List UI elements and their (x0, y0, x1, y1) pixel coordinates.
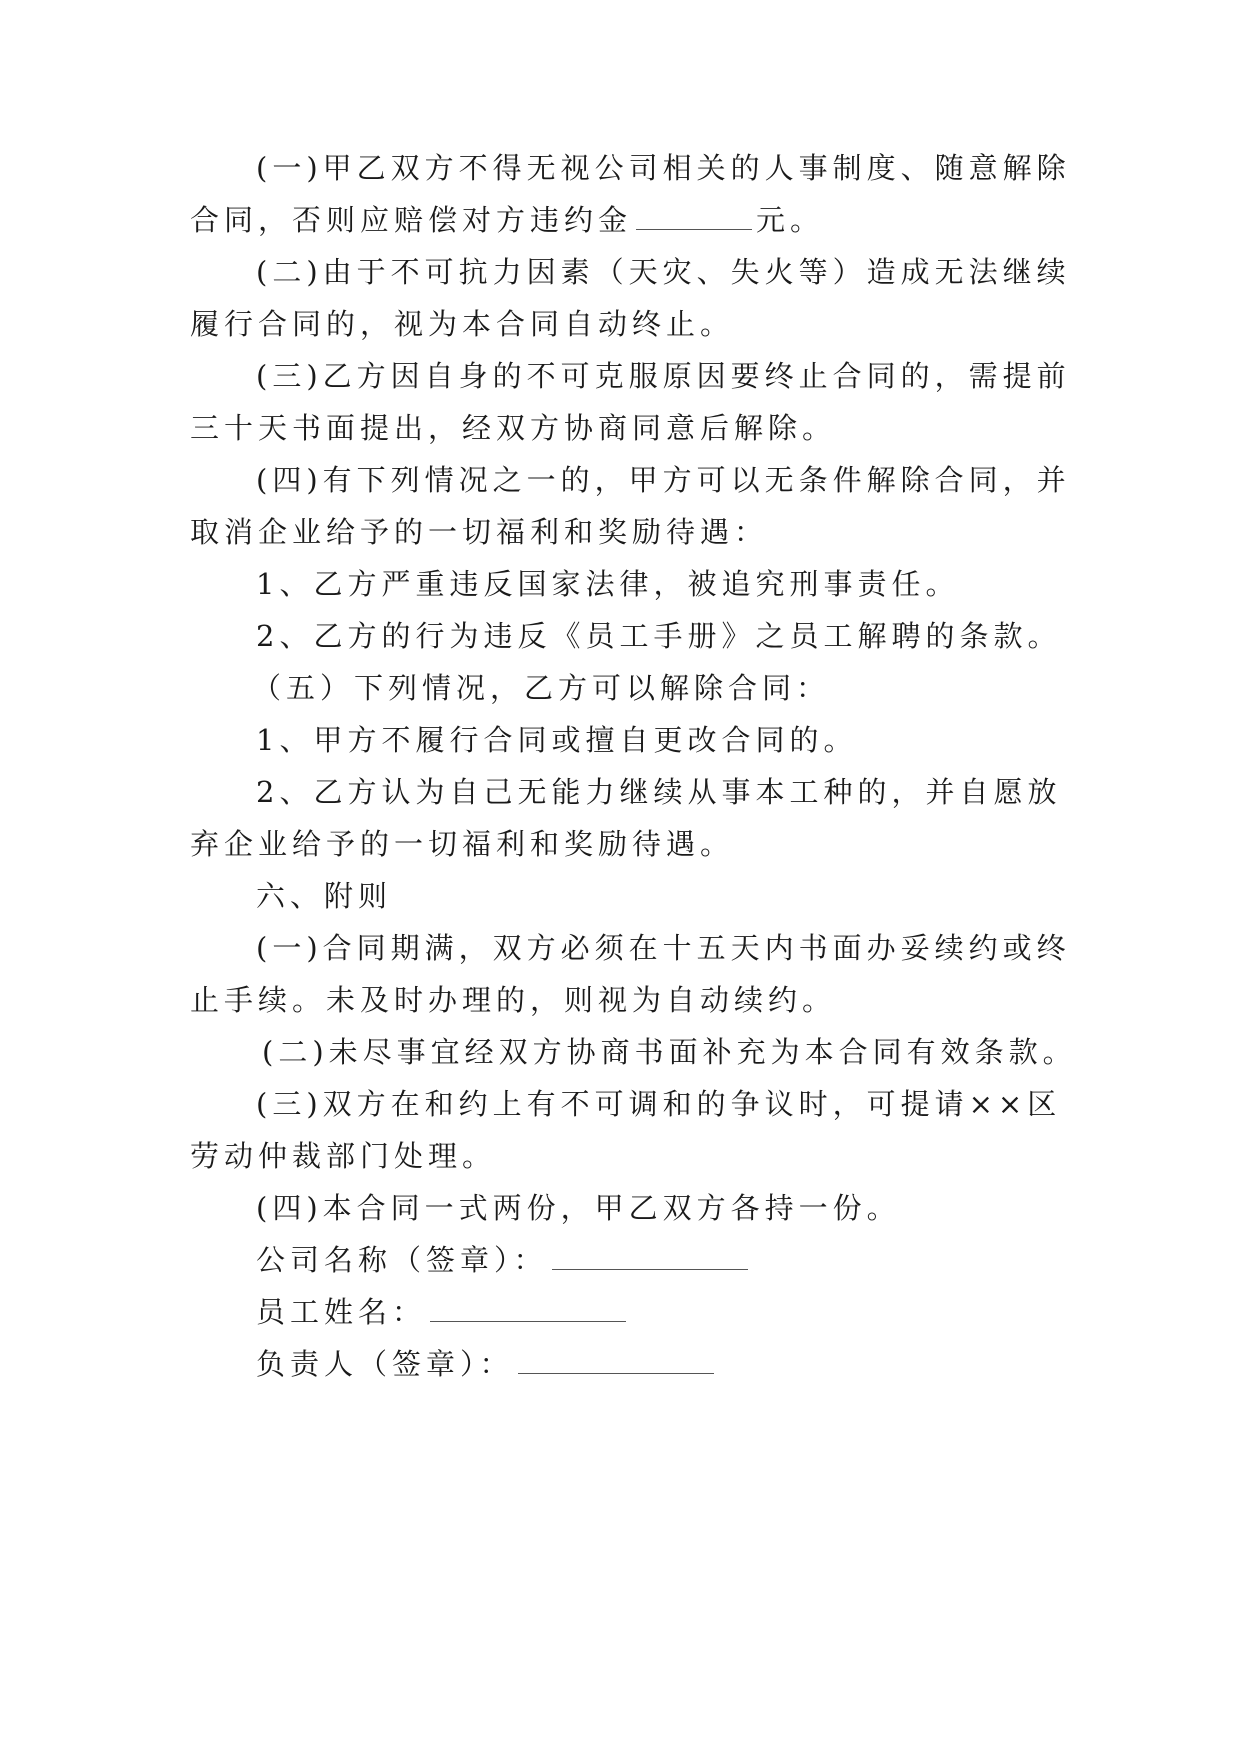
signature-employee-blank (430, 1295, 626, 1322)
signature-company-row (256, 1240, 1070, 1280)
text-segment: 合同，否则应赔偿对方违约金 (190, 203, 633, 237)
clause-termination-3-line1: (三)乙方因自身的不可克服原因要终止合同的，需提前 (256, 359, 1071, 393)
signature-employee-label: 员工姓名： (256, 1295, 427, 1329)
sub-item-4-1: 1、乙方严重违反国家法律，被追究刑事责任。 (256, 567, 960, 601)
clause-termination-4-line2: 取消企业给予的一切福利和奖励待遇： (190, 515, 769, 549)
clause-termination-5: （五）下列情况，乙方可以解除合同： (252, 671, 831, 705)
clause-termination-1-line1: (一)甲乙双方不得无视公司相关的人事制度、随意解除 (256, 151, 1071, 185)
clause-termination-2-line1: (二)由于不可抗力因素（天灾、失火等）造成无法继续 (256, 255, 1071, 289)
appendix-1-line1: (一)合同期满，双方必须在十五天内书面办妥续约或终 (256, 931, 1071, 965)
appendix-4: (四)本合同一式两份，甲乙双方各持一份。 (256, 1191, 901, 1225)
clause-termination-3-line2: 三十天书面提出，经双方协商同意后解除。 (190, 411, 837, 445)
sub-item-4-2: 2、乙方的行为违反《员工手册》之员工解聘的条款。 (256, 619, 1062, 653)
sub-item-5-1: 1、甲方不履行合同或擅自更改合同的。 (256, 723, 858, 757)
appendix-3-line2: 劳动仲裁部门处理。 (190, 1139, 497, 1173)
signature-employee-row (256, 1292, 1070, 1332)
penalty-amount-blank (636, 203, 752, 230)
appendix-2: (二)未尽事宜经双方协商书面补充为本合同有效条款。 (262, 1035, 1077, 1069)
sub-item-5-2-line1: 2、乙方认为自己无能力继续从事本工种的，并自愿放 (256, 775, 1062, 809)
clause-termination-2-line2: 履行合同的，视为本合同自动终止。 (190, 307, 735, 341)
appendix-3-line1: (三)双方在和约上有不可调和的争议时，可提请××区 (256, 1087, 1062, 1121)
signature-company-blank (552, 1243, 748, 1270)
section-heading-appendix: 六、附则 (256, 879, 393, 913)
clause-termination-1-line2 (190, 200, 1070, 240)
appendix-1-line2: 止手续。未及时办理的，则视为自动续约。 (190, 983, 837, 1017)
signature-manager-label: 负责人（签章）： (256, 1347, 514, 1381)
signature-company-label: 公司名称（签章）： (256, 1243, 548, 1277)
text-segment: 元。 (756, 203, 825, 237)
sub-item-5-2-line2: 弃企业给予的一切福利和奖励待遇。 (190, 827, 735, 861)
signature-manager-blank (518, 1347, 714, 1374)
signature-manager-row (256, 1344, 1070, 1384)
clause-termination-4-line1: (四)有下列情况之一的，甲方可以无条件解除合同，并 (256, 463, 1071, 497)
